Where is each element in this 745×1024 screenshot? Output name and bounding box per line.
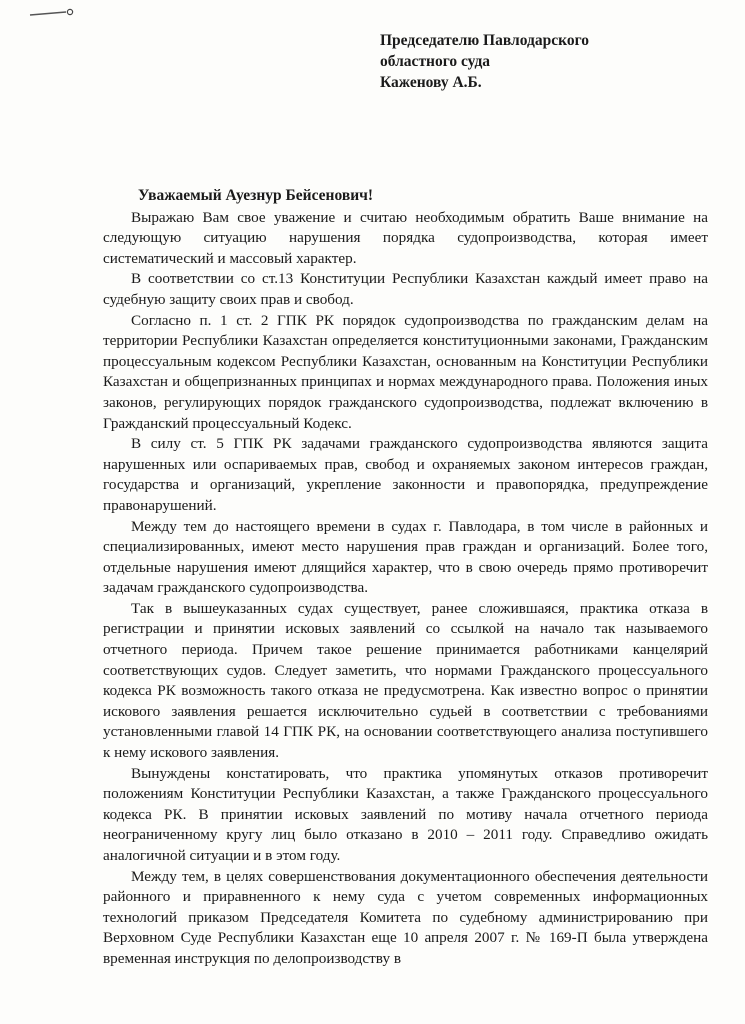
paragraph: Между тем, в целях совершенствования документационного обеспечения деятельности районного и приравненного к нему суда с учетом современных информационных технологий приказом Председателя Комитета по судебному администрированию при Верховном Суде Республики Казахстан еще 10 апреля 2007 г. № 169-П была утверждена временная инструкция по делопроизводству в [103, 867, 708, 967]
paragraph: Выражаю Вам свое уважение и считаю необходимым обратить Ваше внимание на следующую ситуацию нарушения порядка судопроизводства, которая имеет систематический и массовый характер. [103, 208, 708, 267]
paragraph: Между тем до настоящего времени в судах г. Павлодара, в том числе в районных и специализированных, имеют место нарушения прав граждан и организаций. Более того, отдельные нарушения имеют длящийся характер, что в свою очередь прямо противоречит задачам гражданского судопроизводства. [103, 517, 708, 597]
paragraph: Так в вышеуказанных судах существует, ранее сложившаяся, практика отказа в регистрации и принятии исковых заявлений со ссылкой на начало так называемого отчетного периода. Причем такое решение принимается работниками канцелярий соответствующих судов. Следует заметить, что нормами Гражданского процессуального кодекса РК возможность такого отказа не предусмотрена. Как известно вопрос о принятии искового заявления решается исключительно судьей в соответствии с требованиями установленными главой 14 ГПК РК, на основании соответствующего анализа поступившего к нему искового заявления. [103, 599, 708, 762]
addressee-block [380, 30, 589, 93]
greeting: Уважаемый Ауезнур Бейсенович! [138, 187, 374, 204]
staple-mark-icon [28, 6, 78, 20]
addressee-line: областного суда [380, 53, 491, 70]
paragraph: Согласно п. 1 ст. 2 ГПК РК порядок судопроизводства по гражданским делам на территории Республики Казахстан определяется конституционными законами, Гражданским процессуальным кодексом Республики Казахстан, основанным на Конституции Республики Казахстан и общепризнанных принципах и нормах международного права. Положения иных законов, регулирующих порядок гражданского судопроизводства, подлежат включению в Гражданский процессуальный Кодекс. [103, 311, 708, 432]
addressee-line: Каженову А.Б. [380, 74, 482, 91]
paragraph: В соответствии со ст.13 Конституции Республики Казахстан каждый имеет право на судебную защиту своих прав и свобод. [103, 270, 708, 308]
letter-body [103, 186, 708, 970]
paragraph: В силу ст. 5 ГПК РК задачами гражданского судопроизводства являются защита нарушенных или оспариваемых прав, свобод и охраняемых законом интересов граждан, государства и организаций, укрепление законности и правопорядка, предупреждение правонарушений. [103, 435, 708, 514]
paragraph: Вынуждены констатировать, что практика упомянутых отказов противоречит положениям Конституции Республики Казахстан, а также Гражданского процессуального кодекса РК. В принятии исковых заявлений по мотиву начала отчетного периода неограниченному кругу лиц было отказано в 2010 – 2011 году. Справедливо ожидать аналогичной ситуации и в этом году. [103, 764, 708, 864]
addressee-line: Председателю Павлодарского [380, 32, 589, 49]
